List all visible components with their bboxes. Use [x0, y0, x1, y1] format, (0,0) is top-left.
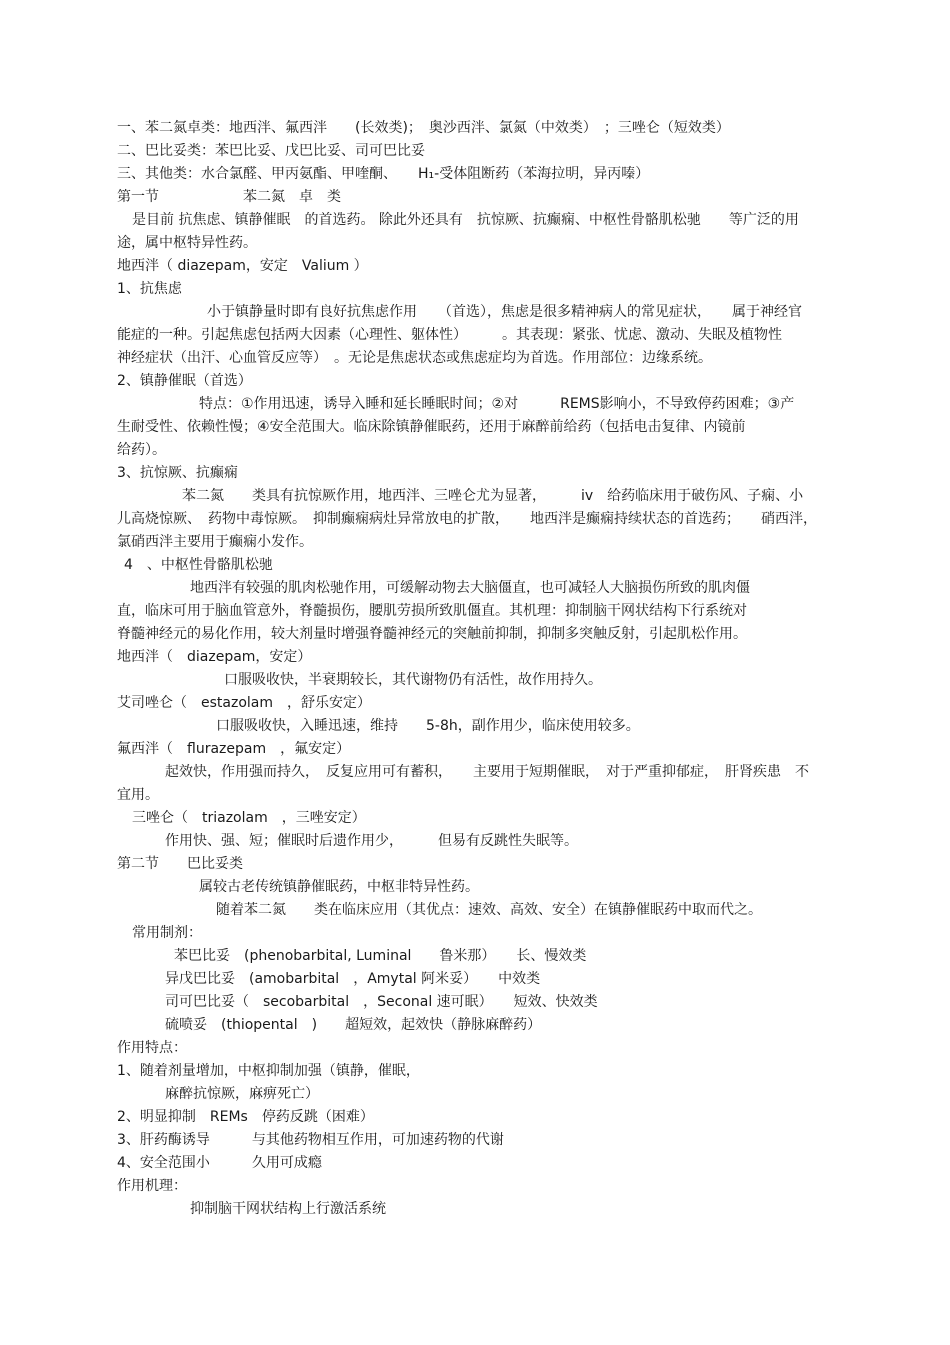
- text-line: 一、苯二氮卓类：地西泮、氟西泮 (长效类)； 奥沙西泮、氯氮（中效类） ；三唑仑（短效类）: [117, 120, 730, 136]
- text-line: 苯巴比妥 (phenobarbital, Luminal 鲁米那） 长、慢效类: [174, 948, 587, 964]
- drug-heading: 三唑仑（ triazolam ，三唑安定）: [132, 810, 366, 826]
- text-line: 异戊巴比妥 (amobarbital ，Amytal 阿米妥） 中效类: [165, 971, 541, 987]
- drug-heading: 地西泮（ diazepam，安定）: [117, 649, 312, 665]
- text-line: 作用快、强、短；催眠时后遗作用少， 但易有反跳性失眠等。: [165, 833, 578, 849]
- text-line: 3、肝药酶诱导 与其他药物相互作用，可加速药物的代谢: [117, 1132, 504, 1148]
- text-line: 直，临床可用于脑血管意外，脊髓损伤，腰肌劳损所致肌僵直。其机理：抑制脑干网状结构下行系统对: [117, 603, 747, 619]
- text-line: 司可巴比妥（ secobarbital ，Seconal 速可眠） 短效、快效类: [165, 994, 598, 1010]
- text-line: 麻醉抗惊厥，麻痹死亡）: [165, 1086, 319, 1102]
- drug-heading: 氟西泮（ flurazepam ，氟安定）: [117, 741, 351, 757]
- text-line: 硫喷妥 (thiopental ) 超短效，起效快（静脉麻醉药）: [165, 1017, 542, 1033]
- text-line: 宜用。: [117, 787, 159, 803]
- text-line: 途，属中枢特异性药。: [117, 235, 257, 251]
- subsection-heading: 2、镇静催眠（首选）: [117, 373, 252, 389]
- subsection-heading: 1、抗焦虑: [117, 281, 182, 297]
- text-line: 口服吸收快，入睡迅速，维持 5-8h，副作用少，临床使用较多。: [216, 718, 640, 734]
- text-line: 儿高烧惊厥、 药物中毒惊厥。 抑制癫痫病灶异常放电的扩散， 地西泮是癫痫持续状态的首选药； 硝西泮，: [117, 511, 817, 527]
- text-line: 给药）。: [117, 442, 166, 458]
- text-line: 抑制脑干网状结构上行激活系统: [190, 1201, 386, 1217]
- text-line: 小于镇静量时即有良好抗焦虑作用 （首选），焦虑是很多精神病人的常见症状， 属于神经官: [207, 304, 802, 320]
- text-line: 脊髓神经元的易化作用，较大剂量时增强脊髓神经元的突触前抑制，抑制多突触反射，引起肌松作用。: [117, 626, 747, 642]
- text-line: 起效快，作用强而持久， 反复应用可有蓄积， 主要用于短期催眠， 对于严重抑郁症， 肝肾疾患 不: [165, 764, 809, 780]
- section-heading: 第二节 巴比妥类: [117, 856, 243, 872]
- text-line: 是目前 抗焦虑、镇静催眠 的首选药。 除此外还具有 抗惊厥、抗癫痫、中枢性骨骼肌松驰 等广泛的用: [132, 212, 799, 228]
- text-line: 能症的一种。引起焦虑包括两大因素（心理性、躯体性） 。其表现：紧张、忧虑、激动、失眠及植物性: [117, 327, 782, 343]
- text-line: 二、巴比妥类：苯巴比妥、戊巴比妥、司可巴比妥: [117, 143, 425, 159]
- text-line: 随着苯二氮 类在临床应用（其优点：速效、高效、安全）在镇静催眠药中取而代之。: [216, 902, 762, 918]
- text-line: 氯硝西泮主要用于癫痫小发作。: [117, 534, 313, 550]
- text-line: 生耐受性、依赖性慢；④安全范围大。临床除镇静催眠药，还用于麻醉前给药（包括电击复律、内镜前: [117, 419, 746, 435]
- text-line: 2、明显抑制 REMs 停药反跳（困难）: [117, 1109, 374, 1125]
- text-line: 苯二氮 类具有抗惊厥作用，地西泮、三唑仑尤为显著， iv 给药临床用于破伤风、子痫、小: [182, 488, 804, 504]
- text-line: 1、随着剂量增加，中枢抑制加强（镇静，催眠，: [117, 1063, 420, 1079]
- drug-heading: 地西泮（ diazepam，安定 Valium ）: [117, 258, 368, 274]
- text-line: 神经症状（出汗、心血管反应等） 。无论是焦虑状态或焦虑症均为首选。作用部位：边缘系统。: [117, 350, 712, 366]
- section-heading: 第一节 苯二氮 卓 类: [117, 189, 341, 205]
- drug-heading: 艾司唑仑（ estazolam ，舒乐安定）: [117, 695, 371, 711]
- text-line: 三、其他类：水合氯醛、甲丙氨酯、甲喹酮、 H₁-受体阻断药（苯海拉明，异丙嗪）: [117, 166, 650, 182]
- subsection-heading: 作用机理：: [117, 1178, 187, 1194]
- text-line: 地西泮有较强的肌肉松驰作用，可缓解动物去大脑僵直，也可减轻人大脑损伤所致的肌肉僵: [190, 580, 750, 596]
- text-line: 口服吸收快，半衰期较长，其代谢物仍有活性，故作用持久。: [224, 672, 602, 688]
- subsection-heading: 4 、中枢性骨骼肌松驰: [124, 557, 273, 573]
- subsection-heading: 3、抗惊厥、抗癫痫: [117, 465, 238, 481]
- text-line: 属较古老传统镇静催眠药，中枢非特异性药。: [199, 879, 479, 895]
- subsection-heading: 作用特点：: [117, 1040, 187, 1056]
- text-line: 特点：①作用迅速，诱导入睡和延长睡眠时间；②对 REMS影响小，不导致停药困难；③产: [199, 396, 795, 412]
- text-line: 常用制剂：: [132, 925, 202, 941]
- text-line: 4、安全范围小 久用可成瘾: [117, 1155, 322, 1171]
